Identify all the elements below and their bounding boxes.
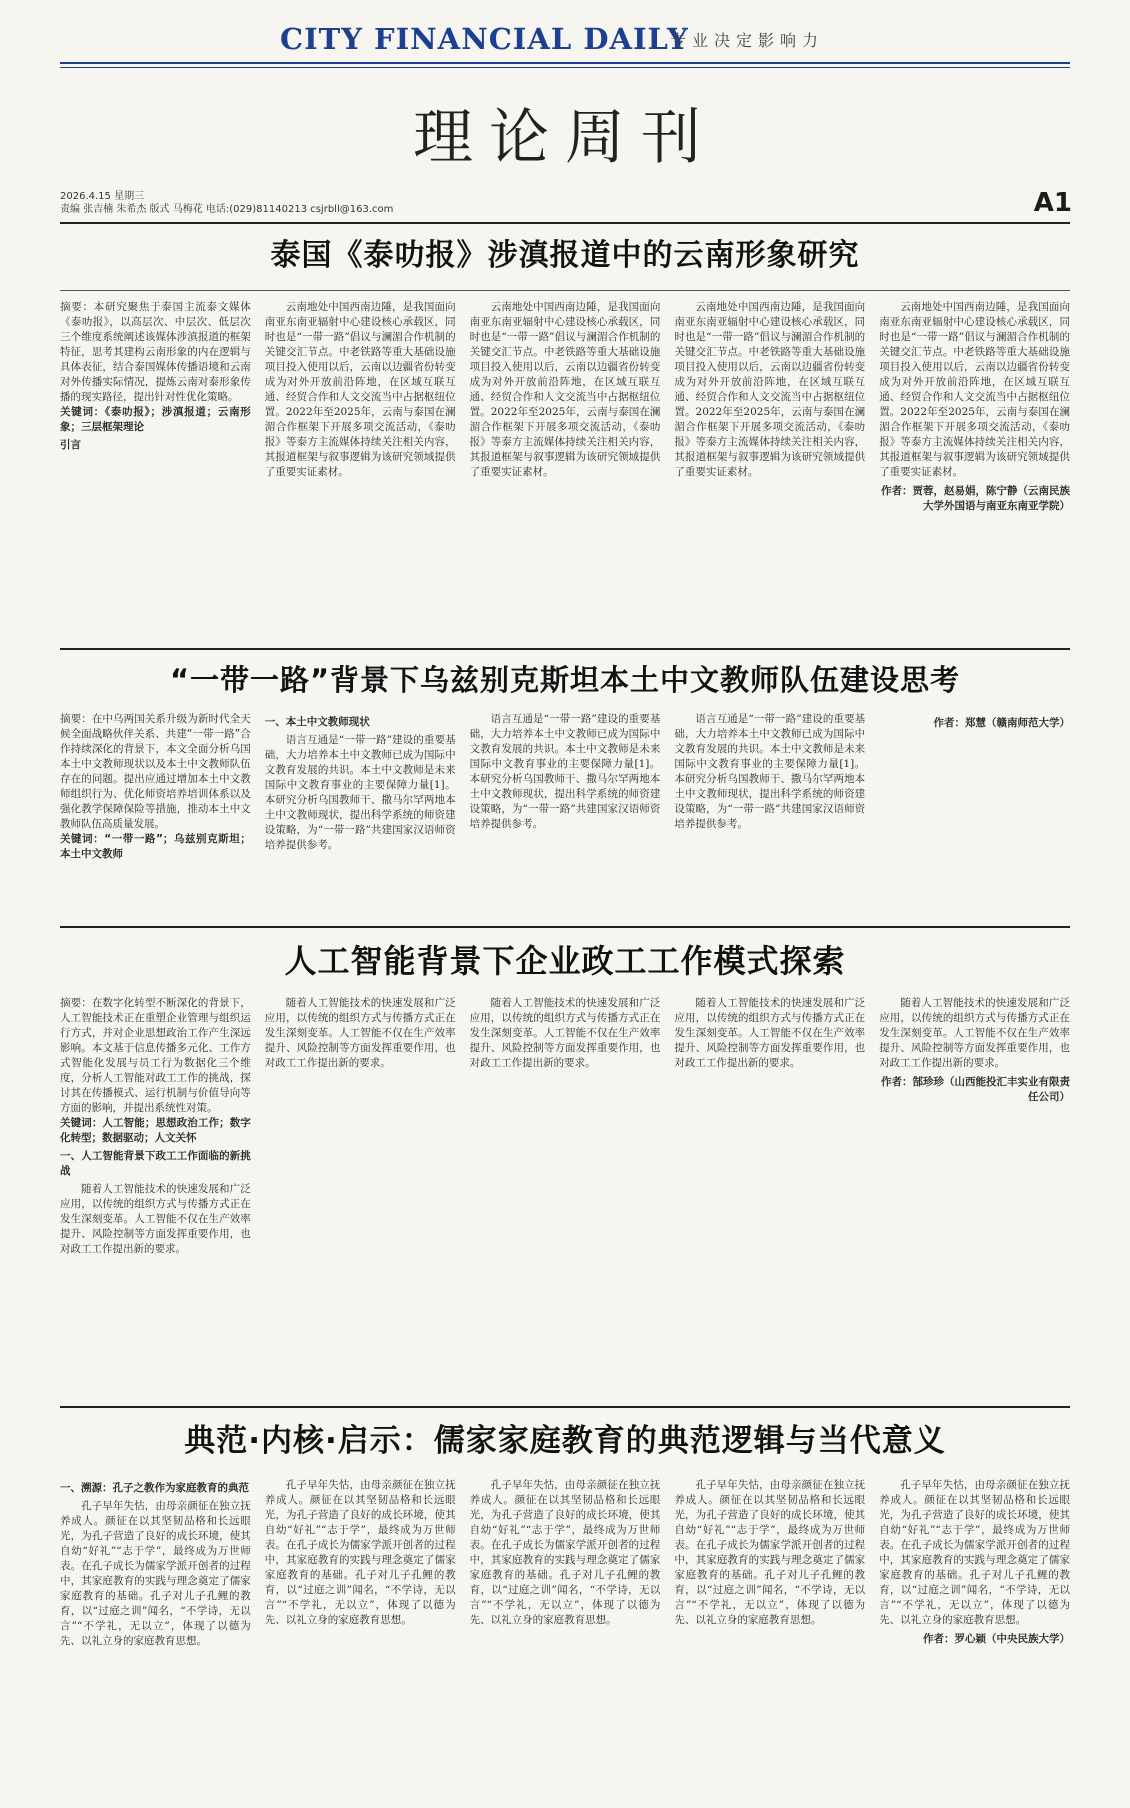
article-2-keywords: 关键词：“一带一路”；乌兹别克斯坦；本土中文教师 (60, 833, 251, 860)
article-3-col-3 (470, 996, 661, 1396)
article-3-col-2 (265, 996, 456, 1396)
headline-1: 泰国《泰叻报》涉滇报道中的云南形象研究 (270, 238, 860, 273)
header-divider (60, 222, 1070, 224)
article-2-author: 作者：郑慧（赣南师范大学） (933, 717, 1070, 729)
article-2-body: 语言互通是“一带一路”建设的重要基础，大力培养本土中文教师已成为国际中文教育发展的共识。本土中文教师是未来国际中文教育事业的主要保障力量[1]。本研究分析乌国教师干、撒马尔罕两地本土中文教师现状，提出科学系统的师资建设策略，为“一带一路”共建国家汉语师资培养提供参考。 (264, 734, 456, 851)
masthead (60, 18, 1070, 58)
article-1-abstract: 摘要：本研究聚焦于泰国主流泰文媒体《泰叻报》，以高层次、中层次、低层次三个维度系统阐述该媒体涉滇报道的框架特征，思考其建构云南形象的内在逻辑与具体表征，结合泰国媒体传播语境和云南对外传播实际情况，提炼云南对泰形象传播的现实路径，提出针对性优化策略。 (60, 301, 251, 403)
article-1-col-2 (265, 300, 456, 640)
article-2-abstract: 摘要：在中乌两国关系升级为新时代全天候全面战略伙伴关系、共建“一带一路”合作持续深化的背景下，本文全面分析乌国本土中文教师现状以及本土中文教师队伍存在的问题。提出应通过增加本土中文教师组织行为、优化师资培养培训体系以及强化教学保障保险等措施，推动本土中文教师队伍高质量发展。 (60, 713, 251, 830)
article-1-col-3 (470, 300, 661, 640)
headline-1-rule (60, 290, 1070, 291)
divider-3 (60, 1406, 1070, 1408)
page-number: A1 (1033, 188, 1072, 218)
article-4-body-cont: 孔子早年失怙，由母亲颜征在独立抚养成人。颜征在以其坚韧品格和长远眼光，为孔子营造了良好的成长环境，使其自幼“好礼”“志于学”，最终成为万世师表。在孔子成长为儒家学派开创者的过程中，其家庭教育的实践与理念奠定了儒家家庭教育的基础。孔子对儿子孔鲤的教育，以“过庭之训”闻名，“不学诗，无以言”“不学礼，无以立”，体现了以德为先、以礼立身的家庭教育思想。 (264, 1479, 456, 1626)
article-4-intro-heading: 一、溯源：孔子之教作为家庭教育的典范 (60, 1482, 249, 1494)
divider-2 (60, 926, 1070, 928)
article-3-abstract: 摘要：在数字化转型不断深化的背景下，人工智能技术正在重塑企业管理与组织运行方式，并对企业思想政治工作产生深远影响。本文基于信息传播多元化、工作方式智能化发展与员工行为数据化三个维度，分析人工智能对政工工作的挑战，探讨其在传播模式、运行机制与价值导向等方面的影响，并提出系统性对策。 (60, 997, 251, 1114)
article-1-author: 作者：贾蓉，赵易娟，陈宁静（云南民族大学外国语与南亚东南亚学院） (881, 485, 1070, 512)
article-4-col-2 (265, 1478, 456, 1783)
masthead-rule (60, 62, 1070, 64)
article-4-body-cont-4: 孔子早年失怙，由母亲颜征在独立抚养成人。颜征在以其坚韧品格和长远眼光，为孔子营造了良好的成长环境，使其自幼“好礼”“志于学”，最终成为万世师表。在孔子成长为儒家学派开创者的过程中，其家庭教育的实践与理念奠定了儒家家庭教育的基础。孔子对儿子孔鲤的教育，以“过庭之训”闻名，“不学诗，无以言”“不学礼，无以立”，体现了以德为先、以礼立身的家庭教育思想。 (879, 1479, 1070, 1626)
article-1-col-5 (879, 300, 1070, 640)
article-2-body-cont-2: 语言互通是“一带一路”建设的重要基础，大力培养本土中文教师已成为国际中文教育发展的共识。本土中文教师是未来国际中文教育事业的主要保障力量[1]。本研究分析乌国教师干、撒马尔罕两地本土中文教师现状，提出科学系统的师资建设策略，为“一带一路”共建国家汉语师资培养提供参考。 (674, 713, 866, 830)
article-1-keywords: 关键词：《泰叻报》；涉滇报道；云南形象；三层框架理论 (60, 406, 251, 433)
dateline (60, 190, 393, 216)
article-2-col-5 (879, 712, 1070, 917)
article-4-author: 作者：罗心颖（中央民族大学） (923, 1633, 1070, 1645)
article-4 (60, 1478, 1070, 1783)
article-2-intro-heading: 一、本土中文教师现状 (264, 716, 370, 728)
article-2-col-1 (60, 712, 251, 917)
article-3-body-cont-3: 随着人工智能技术的快速发展和广泛应用，以传统的组织方式与传播方式正在发生深刻变革。人工智能不仅在生产效率提升、风险控制等方面发挥重要作用，也对政工工作提出新的要求。 (674, 997, 866, 1069)
article-1-col-1 (60, 300, 251, 640)
article-4-col-5 (879, 1478, 1070, 1783)
article-3-keywords: 关键词：人工智能；思想政治工作；数字化转型；数据驱动；人文关怀 (60, 1117, 251, 1144)
headline-3: 人工智能背景下企业政工工作模式探索 (284, 942, 846, 980)
article-3-intro-heading: 一、人工智能背景下政工工作面临的新挑战 (60, 1150, 251, 1177)
masthead-slogan: 专业决定影响力 (670, 31, 825, 50)
article-4-body-cont-3: 孔子早年失怙，由母亲颜征在独立抚养成人。颜征在以其坚韧品格和长远眼光，为孔子营造了良好的成长环境，使其自幼“好礼”“志于学”，最终成为万世师表。在孔子成长为儒家学派开创者的过程中，其家庭教育的实践与理念奠定了儒家家庭教育的基础。孔子对儿子孔鲤的教育，以“过庭之训”闻名，“不学诗，无以言”“不学礼，无以立”，体现了以德为先、以礼立身的家庭教育思想。 (674, 1479, 866, 1626)
article-1-body-cont-2: 云南地处中国西南边陲，是我国面向南亚东南亚辐射中心建设核心承载区，同时也是“一带一路”倡议与澜湄合作机制的关键交汇节点。中老铁路等重大基础设施项目投入使用以后，云南以边疆省份转变成为对外开放前沿阵地，在区域互联互通、经贸合作和人文交流当中占据枢纽位置。2022年至2025年，云南与泰国在澜湄合作框架下开展多项交流活动，《泰叻报》等泰方主流媒体持续关注相关内容，其报道框架与叙事逻辑为该研究领域提供了重要实证素材。 (674, 301, 866, 478)
article-2-col-4 (674, 712, 865, 917)
masthead-rule-thin (60, 67, 1070, 68)
article-1-body: 云南地处中国西南边陲，是我国面向南亚东南亚辐射中心建设核心承载区，同时也是“一带一路”倡议与澜湄合作机制的关键交汇节点。中老铁路等重大基础设施项目投入使用以后，云南以边疆省份转变成为对外开放前沿阵地，在区域互联互通、经贸合作和人文交流当中占据枢纽位置。2022年至2025年，云南与泰国在澜湄合作框架下开展多项交流活动，《泰叻报》等泰方主流媒体持续关注相关内容，其报道框架与叙事逻辑为该研究领域提供了重要实证素材。 (264, 301, 456, 478)
article-4-col-1 (60, 1478, 251, 1783)
article-3 (60, 996, 1070, 1396)
article-1-col-4 (674, 300, 865, 640)
article-4-body: 孔子早年失怙，由母亲颜征在独立抚养成人。颜征在以其坚韧品格和长远眼光，为孔子营造了良好的成长环境，使其自幼“好礼”“志于学”，最终成为万世师表。在孔子成长为儒家学派开创者的过程中，其家庭教育的实践与理念奠定了儒家家庭教育的基础。孔子对儿子孔鲤的教育，以“过庭之训”闻名，“不学诗，无以言”“不学礼，无以立”，体现了以德为先、以礼立身的家庭教育思想。 (60, 1500, 251, 1647)
article-3-author: 作者：郜珍珍（山西能投汇丰实业有限责任公司） (881, 1076, 1070, 1103)
article-2-body-cont: 语言互通是“一带一路”建设的重要基础，大力培养本土中文教师已成为国际中文教育发展的共识。本土中文教师是未来国际中文教育事业的主要保障力量[1]。本研究分析乌国教师干、撒马尔罕两地本土中文教师现状，提出科学系统的师资建设策略，为“一带一路”共建国家汉语师资培养提供参考。 (469, 713, 661, 830)
article-1-body-cont-3: 云南地处中国西南边陲，是我国面向南亚东南亚辐射中心建设核心承载区，同时也是“一带一路”倡议与澜湄合作机制的关键交汇节点。中老铁路等重大基础设施项目投入使用以后，云南以边疆省份转变成为对外开放前沿阵地，在区域互联互通、经贸合作和人文交流当中占据枢纽位置。2022年至2025年，云南与泰国在澜湄合作框架下开展多项交流活动，《泰叻报》等泰方主流媒体持续关注相关内容，其报道框架与叙事逻辑为该研究领域提供了重要实证素材。 (879, 301, 1070, 478)
section-title: 理论周刊 (413, 103, 717, 173)
article-2-col-3 (470, 712, 661, 917)
headline-2: “一带一路”背景下乌兹别克斯坦本土中文教师队伍建设思考 (169, 663, 961, 697)
masthead-brand: CITY FINANCIAL DAILY (280, 22, 689, 56)
article-1 (60, 300, 1070, 640)
article-2 (60, 712, 1070, 917)
article-3-col-5 (879, 996, 1070, 1396)
article-3-col-4 (674, 996, 865, 1396)
issue-date: 2026.4.15 星期三 (60, 191, 145, 202)
article-1-intro-heading: 引言 (60, 439, 81, 451)
article-1-body-cont: 云南地处中国西南边陲，是我国面向南亚东南亚辐射中心建设核心承载区，同时也是“一带一路”倡议与澜湄合作机制的关键交汇节点。中老铁路等重大基础设施项目投入使用以后，云南以边疆省份转变成为对外开放前沿阵地，在区域互联互通、经贸合作和人文交流当中占据枢纽位置。2022年至2025年，云南与泰国在澜湄合作框架下开展多项交流活动，《泰叻报》等泰方主流媒体持续关注相关内容，其报道框架与叙事逻辑为该研究领域提供了重要实证素材。 (469, 301, 661, 478)
article-3-body-cont: 随着人工智能技术的快速发展和广泛应用，以传统的组织方式与传播方式正在发生深刻变革。人工智能不仅在生产效率提升、风险控制等方面发挥重要作用，也对政工工作提出新的要求。 (264, 997, 456, 1069)
article-3-col-1 (60, 996, 251, 1396)
article-2-col-2 (265, 712, 456, 917)
article-3-body-cont-4: 随着人工智能技术的快速发展和广泛应用，以传统的组织方式与传播方式正在发生深刻变革。人工智能不仅在生产效率提升、风险控制等方面发挥重要作用，也对政工工作提出新的要求。 (879, 997, 1070, 1069)
divider-1 (60, 648, 1070, 650)
headline-4: 典范·内核·启示：儒家家庭教育的典范逻辑与当代意义 (184, 1423, 946, 1459)
article-3-body: 随着人工智能技术的快速发展和广泛应用，以传统的组织方式与传播方式正在发生深刻变革。人工智能不仅在生产效率提升、风险控制等方面发挥重要作用，也对政工工作提出新的要求。 (60, 1183, 251, 1255)
article-4-col-3 (470, 1478, 661, 1783)
editors-line: 责编 张吉楠 朱希杰 版式 马梅花 电话:(029)81140213 csjrbll@163.com (60, 204, 394, 215)
article-3-body-cont-2: 随着人工智能技术的快速发展和广泛应用，以传统的组织方式与传播方式正在发生深刻变革。人工智能不仅在生产效率提升、风险控制等方面发挥重要作用，也对政工工作提出新的要求。 (469, 997, 661, 1069)
article-4-col-4 (674, 1478, 865, 1783)
article-4-body-cont-2: 孔子早年失怙，由母亲颜征在独立抚养成人。颜征在以其坚韧品格和长远眼光，为孔子营造了良好的成长环境，使其自幼“好礼”“志于学”，最终成为万世师表。在孔子成长为儒家学派开创者的过程中，其家庭教育的实践与理念奠定了儒家家庭教育的基础。孔子对儿子孔鲤的教育，以“过庭之训”闻名，“不学诗，无以言”“不学礼，无以立”，体现了以德为先、以礼立身的家庭教育思想。 (469, 1479, 661, 1626)
